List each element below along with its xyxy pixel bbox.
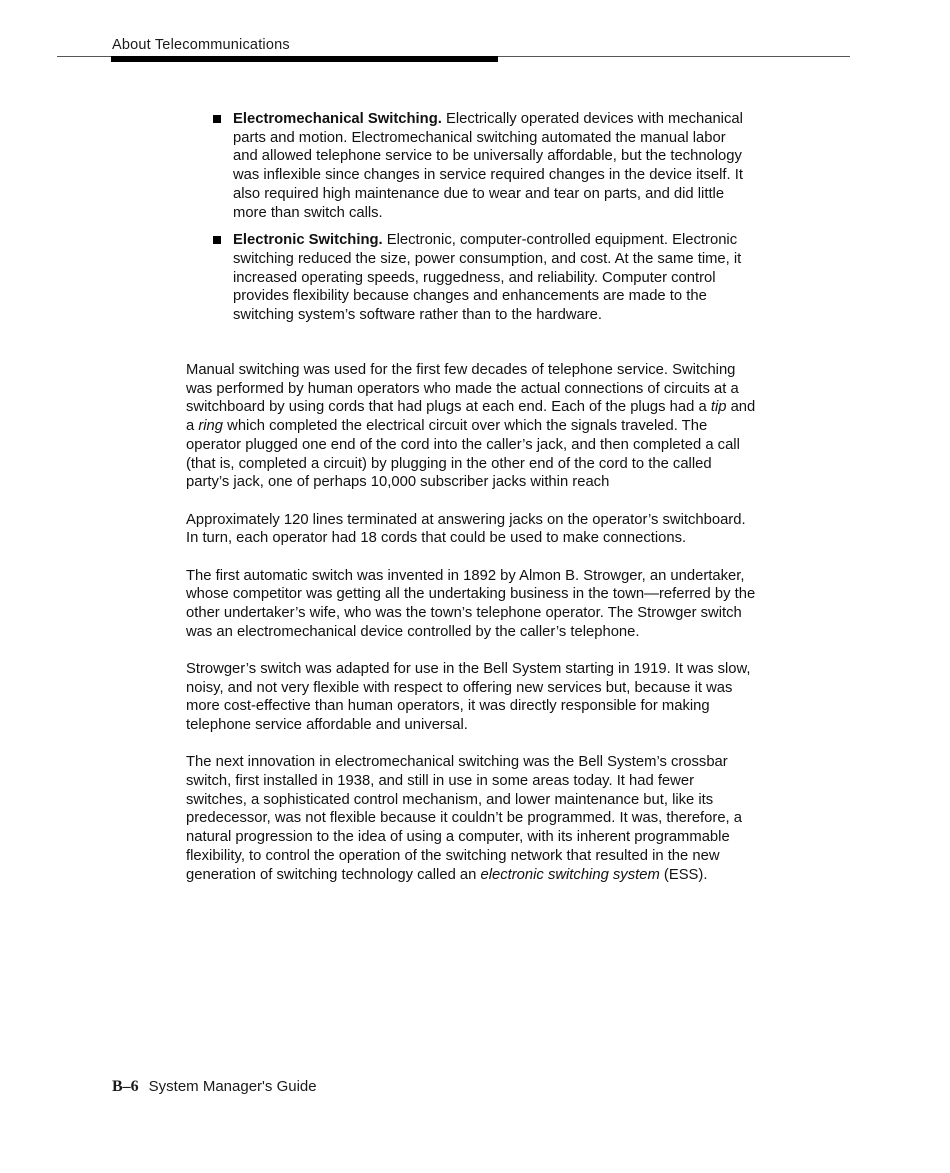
paragraph-text: The next innovation in electromechanical switching was the Bell System’s crossbar switch, first installed in 1938, and still in use in some areas today. It had fewer switches, a sophisticated control mechanism, and lower maintenance but, like its predecessor, was not flexible because it couldn’t be programmed. It was, therefore, a natural progression to the idea of using a computer, with its inherent programmable flexibility, to control the operation of the switching network that resulted in the new generation of switching technology called an bbox=[186, 754, 743, 883]
running-header-title: About Telecommunications bbox=[112, 37, 290, 53]
term-ring: ring bbox=[198, 418, 224, 435]
paragraph-text: and a bbox=[186, 399, 756, 435]
list-item bbox=[210, 110, 750, 222]
term-tip: tip bbox=[710, 399, 727, 416]
paragraph-manual-switching bbox=[186, 361, 756, 492]
square-bullet-icon bbox=[213, 236, 221, 244]
page-number: B–6 bbox=[112, 1078, 139, 1095]
paragraph-switchboard: Approximately 120 lines terminated at answering jacks on the operator’s switchboard. In turn, each operator had 18 cords that could be used to make connections. bbox=[186, 511, 746, 547]
bullet-term: Electronic Switching. bbox=[233, 232, 383, 249]
list-item bbox=[210, 231, 750, 325]
bullet-term: Electromechanical Switching. bbox=[233, 111, 442, 127]
bullet-text: Electronic, computer-controlled equipment. Electronic switching reduced the size, power consumption, and cost. At the same time, it increased operating speeds, ruggedness, and reliability. Computer control provides flexibility because changes and enhancements are made to the switching system’s software rather than to the hardware. bbox=[233, 232, 742, 324]
paragraph-text: (ESS). bbox=[659, 866, 708, 883]
paragraph-strowger-invention: The first automatic switch was invented in 1892 by Almon B. Strowger, an undertaker, whose competitor was getting all the undertaking business in the town—referred by the other undertaker’s wife, who was the town’s telephone operator. The Strowger switch was an electromechanical device controlled by the caller’s telephone. bbox=[186, 567, 756, 640]
guide-title: System Manager's Guide bbox=[148, 1078, 317, 1095]
paragraph-bell-system-adoption: Strowger’s switch was adapted for use in the Bell System starting in 1919. It was slow, noisy, and not very flexible with respect to offering new services but, because it was more cost-effective than human operators, it was directly responsible for making telephone service affordable and universal. bbox=[186, 660, 751, 734]
term-ess: electronic switching system bbox=[480, 866, 660, 883]
body-text bbox=[186, 361, 756, 903]
switching-types-list bbox=[210, 110, 750, 334]
square-bullet-icon bbox=[213, 115, 221, 123]
paragraph-text: Manual switching was used for the first few decades of telephone service. Switching was performed by human operators who made the actual connections of circuits at a switchboard by using cords that had plugs at each end. Each of the plugs had a bbox=[186, 362, 739, 416]
paragraph-text: which completed the electrical circuit over which the signals traveled. The operator plugged one end of the cord into the caller’s jack, and then completed a call (that is, completed a circuit) by plugging in the other end of the cord to the called party’s jack, one of perhaps 10,000 subscriber jacks within reach bbox=[186, 418, 740, 491]
paragraph-crossbar-and-ess bbox=[186, 753, 756, 884]
header-rule-bar bbox=[111, 56, 498, 62]
page-footer bbox=[112, 1078, 317, 1096]
bullet-text: Electrically operated devices with mechanical parts and motion. Electromechanical switching automated the manual labor and allowed telephone service to be universally affordable, but the technology was inflexible since changes in service required changes in the device itself. It also required high maintenance due to wear and tear on parts, and did little more than switch calls. bbox=[233, 111, 743, 221]
